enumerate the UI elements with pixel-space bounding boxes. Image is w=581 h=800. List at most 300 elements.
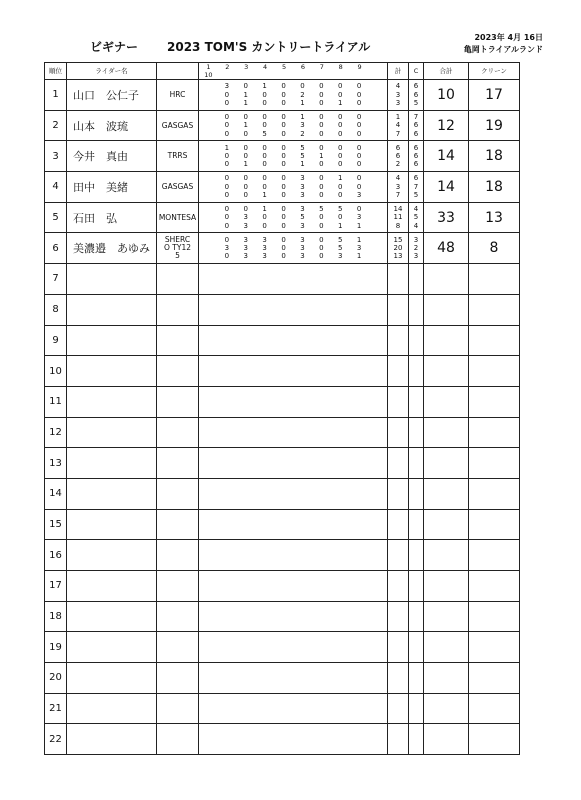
section-score: 1 [300, 160, 305, 169]
rider-position: 17 [45, 571, 67, 602]
table-row [45, 294, 520, 325]
total-points [424, 601, 469, 632]
section-score: 0 [243, 152, 248, 161]
section-score: 0 [243, 82, 248, 91]
rider-position: 20 [45, 663, 67, 694]
section-score: 3 [356, 213, 362, 222]
rider-position: 16 [45, 540, 67, 571]
lap-cleans [409, 233, 424, 264]
table-row [45, 632, 520, 663]
category-title: ビギナー [90, 40, 139, 54]
section-score: 3 [243, 213, 248, 222]
clean-count: 19 [469, 110, 520, 141]
section-score: 0 [262, 112, 267, 121]
rider-club [157, 724, 199, 755]
section-scores [199, 540, 388, 571]
lap-clean: 5 [413, 191, 419, 200]
section-score: 0 [262, 160, 267, 169]
lap-totals [388, 448, 409, 479]
section-score: 0 [224, 182, 230, 191]
section-score: 0 [262, 182, 267, 191]
section-score: 3 [243, 244, 248, 253]
club-line: GASGAS [161, 120, 194, 130]
clean-count [469, 693, 520, 724]
section-scores [199, 601, 388, 632]
section-score: 0 [319, 160, 324, 169]
clean-count: 8 [469, 233, 520, 264]
section-score: 0 [319, 99, 324, 108]
lap-totals [388, 386, 409, 417]
lap-cleans [409, 448, 424, 479]
section-score: 3 [300, 182, 305, 191]
rider-club [157, 172, 199, 203]
lap-cleans [409, 571, 424, 602]
header-rider: ライダー名 [67, 63, 157, 80]
table-row [45, 663, 520, 694]
section-score: 0 [262, 174, 267, 183]
rider-position: 7 [45, 264, 67, 295]
lap-scores [199, 130, 387, 138]
lap-total: 1 [395, 112, 401, 121]
lap-total: 4 [395, 82, 401, 91]
section-score: 1 [262, 191, 267, 200]
section-score: 0 [319, 235, 324, 244]
section-score: 0 [224, 221, 230, 230]
rider-position: 22 [45, 724, 67, 755]
section-scores [199, 110, 388, 141]
rider-name [67, 448, 157, 479]
lap-clean: 5 [413, 213, 419, 222]
header-clean: クリーン [469, 63, 520, 80]
section-number: 10 [204, 71, 213, 79]
total-points [424, 478, 469, 509]
section-scores [199, 202, 388, 233]
header-subtotal: 計 [388, 63, 409, 80]
section-score: 3 [300, 191, 305, 200]
rider-position: 19 [45, 632, 67, 663]
rider-club [157, 632, 199, 663]
rider-position: 18 [45, 601, 67, 632]
rider-position: 11 [45, 386, 67, 417]
rider-name [67, 386, 157, 417]
rider-name [67, 264, 157, 295]
section-scores [199, 478, 388, 509]
clean-count [469, 356, 520, 387]
total-points [424, 356, 469, 387]
section-score: 0 [319, 174, 324, 183]
section-score: 3 [262, 244, 267, 253]
lap-cleans [409, 417, 424, 448]
lap-clean: 6 [413, 129, 419, 138]
lap-scores [199, 82, 387, 90]
section-score: 0 [262, 221, 267, 230]
rider-position: 5 [45, 202, 67, 233]
clean-count [469, 509, 520, 540]
section-score: 0 [281, 252, 286, 261]
section-score: 1 [300, 99, 305, 108]
lap-totals [388, 663, 409, 694]
rider-club [157, 478, 199, 509]
lap-clean: 5 [413, 99, 419, 108]
rider-club [157, 294, 199, 325]
section-score: 0 [337, 112, 343, 121]
clean-count [469, 632, 520, 663]
section-score: 0 [319, 82, 324, 91]
lap-scores [199, 222, 387, 230]
rider-name: 今井 真由 [67, 141, 157, 172]
rider-name: 美濃邉 あゆみ [67, 233, 157, 264]
lap-clean: 4 [413, 205, 419, 213]
total-points [424, 294, 469, 325]
rider-name: 石田 弘 [67, 202, 157, 233]
lap-cleans [409, 663, 424, 694]
lap-scores [199, 91, 387, 99]
clean-count [469, 264, 520, 295]
section-score: 0 [356, 182, 362, 191]
section-score: 0 [262, 152, 267, 161]
section-scores [199, 693, 388, 724]
lap-scores [199, 121, 387, 129]
club-line: 5 [175, 251, 180, 261]
rider-name [67, 325, 157, 356]
section-scores [199, 294, 388, 325]
section-score: 3 [300, 244, 305, 253]
lap-clean: 6 [413, 90, 419, 99]
rider-name [67, 478, 157, 509]
section-score: 0 [243, 205, 248, 213]
section-score: 3 [356, 244, 362, 253]
lap-cleans [409, 509, 424, 540]
table-row [45, 601, 520, 632]
clean-count [469, 448, 520, 479]
lap-totals [388, 294, 409, 325]
section-score: 1 [356, 252, 362, 261]
section-score: 3 [300, 235, 305, 244]
lap-cleans [409, 386, 424, 417]
rider-name [67, 693, 157, 724]
section-score: 0 [243, 174, 248, 183]
section-score: 0 [356, 160, 362, 169]
lap-scores [199, 183, 387, 191]
clean-count [469, 325, 520, 356]
lap-scores [199, 236, 387, 244]
section-score: 5 [319, 205, 324, 213]
lap-cleans [409, 693, 424, 724]
section-scores [199, 724, 388, 755]
clean-count [469, 724, 520, 755]
section-score: 0 [281, 143, 286, 152]
lap-totals [388, 509, 409, 540]
section-score: 0 [356, 82, 362, 91]
clean-count: 13 [469, 202, 520, 233]
rider-position: 13 [45, 448, 67, 479]
section-score: 0 [319, 221, 324, 230]
lap-total: 6 [395, 152, 401, 161]
section-scores [199, 386, 388, 417]
section-score: 0 [243, 129, 248, 138]
section-score: 3 [243, 252, 248, 261]
header-pos: 順位 [45, 63, 67, 80]
table-row [45, 509, 520, 540]
section-score: 5 [337, 205, 343, 213]
rider-position: 1 [45, 80, 67, 111]
table-row [45, 110, 520, 141]
event-title: 2023 TOM'S カントリートライアル [167, 40, 371, 54]
lap-total: 20 [393, 244, 403, 253]
lap-total: 14 [393, 205, 403, 213]
section-score: 5 [337, 235, 343, 244]
rider-club [157, 386, 199, 417]
rider-position: 6 [45, 233, 67, 264]
section-score: 0 [300, 82, 305, 91]
section-score: 0 [356, 129, 362, 138]
section-score: 3 [262, 252, 267, 261]
section-score: 0 [337, 152, 343, 161]
total-points [424, 693, 469, 724]
table-row [45, 448, 520, 479]
total-points: 48 [424, 233, 469, 264]
lap-totals [388, 693, 409, 724]
lap-cleans [409, 478, 424, 509]
total-points [424, 663, 469, 694]
rider-club [157, 80, 199, 111]
section-score: 0 [281, 174, 286, 183]
section-score: 0 [281, 129, 286, 138]
rider-position: 14 [45, 478, 67, 509]
section-score: 0 [319, 252, 324, 261]
lap-total: 13 [393, 252, 403, 261]
table-row [45, 386, 520, 417]
section-score: 0 [281, 160, 286, 169]
lap-total: 2 [395, 160, 401, 169]
clean-count [469, 478, 520, 509]
lap-totals [388, 356, 409, 387]
lap-total: 6 [395, 143, 401, 152]
section-score: 3 [300, 121, 305, 130]
rider-club [157, 601, 199, 632]
section-number: 1 [206, 63, 211, 71]
section-score: 0 [262, 99, 267, 108]
lap-clean: 7 [413, 112, 419, 121]
lap-totals [388, 478, 409, 509]
section-score: 0 [337, 121, 343, 130]
lap-totals [388, 724, 409, 755]
section-score: 0 [337, 90, 343, 99]
lap-clean: 4 [413, 221, 419, 230]
rider-club [157, 110, 199, 141]
section-number: 3 [244, 63, 249, 71]
clean-count: 18 [469, 172, 520, 203]
section-score: 3 [224, 82, 230, 91]
section-scores [199, 509, 388, 540]
section-scores [199, 448, 388, 479]
section-number: 6 [300, 63, 305, 71]
section-score: 0 [356, 152, 362, 161]
section-score: 0 [262, 143, 267, 152]
rider-position: 10 [45, 356, 67, 387]
club-line: TRRS [167, 151, 188, 161]
section-score: 0 [224, 129, 230, 138]
clean-count: 17 [469, 80, 520, 111]
lap-scores [199, 174, 387, 182]
section-score: 0 [319, 213, 324, 222]
section-number: 8 [338, 63, 343, 71]
section-score: 1 [243, 121, 248, 130]
table-row [45, 540, 520, 571]
lap-total: 3 [395, 90, 401, 99]
table-row [45, 141, 520, 172]
section-scores [199, 233, 388, 264]
section-score: 0 [281, 90, 286, 99]
section-score: 0 [337, 160, 343, 169]
section-score: 0 [224, 235, 230, 244]
lap-scores [199, 152, 387, 160]
section-score: 0 [319, 121, 324, 130]
rider-name: 山本 波琉 [67, 110, 157, 141]
lap-cleans [409, 601, 424, 632]
section-score: 0 [337, 191, 343, 200]
section-number: 7 [319, 63, 324, 71]
section-score: 2 [300, 90, 305, 99]
section-score: 0 [224, 213, 230, 222]
lap-total: 15 [393, 235, 403, 244]
lap-clean: 6 [413, 82, 419, 91]
section-score: 1 [356, 235, 362, 244]
section-score: 0 [337, 82, 343, 91]
rider-position: 8 [45, 294, 67, 325]
total-points [424, 724, 469, 755]
rider-position: 12 [45, 417, 67, 448]
lap-total: 7 [395, 191, 401, 200]
total-points: 10 [424, 80, 469, 111]
section-score: 0 [319, 112, 324, 121]
total-points: 14 [424, 141, 469, 172]
section-score: 0 [243, 191, 248, 200]
lap-totals [388, 141, 409, 172]
total-points [424, 509, 469, 540]
results-table [44, 62, 520, 755]
section-score: 0 [224, 252, 230, 261]
event-date: 2023年 4月 16日 [474, 33, 543, 42]
section-score: 1 [224, 143, 230, 152]
section-score: 1 [262, 82, 267, 91]
section-score: 0 [281, 82, 286, 91]
lap-total: 4 [395, 174, 401, 183]
section-score: 0 [224, 205, 230, 213]
total-points [424, 417, 469, 448]
total-points [424, 264, 469, 295]
lap-cleans [409, 202, 424, 233]
section-score: 0 [281, 191, 286, 200]
section-score: 3 [243, 221, 248, 230]
rider-name [67, 356, 157, 387]
lap-totals [388, 417, 409, 448]
lap-total: 7 [395, 129, 401, 138]
table-row [45, 80, 520, 111]
section-score: 3 [300, 205, 305, 213]
section-score: 0 [262, 121, 267, 130]
club-line: O TY12 [164, 243, 191, 253]
section-score: 3 [224, 244, 230, 253]
section-score: 5 [300, 152, 305, 161]
rider-position: 3 [45, 141, 67, 172]
table-row [45, 172, 520, 203]
lap-cleans [409, 294, 424, 325]
section-scores [199, 80, 388, 111]
section-score: 0 [224, 112, 230, 121]
lap-total: 4 [395, 121, 401, 130]
section-score: 0 [337, 129, 343, 138]
club-line: MONTESA [158, 212, 197, 222]
lap-cleans [409, 110, 424, 141]
rider-club [157, 509, 199, 540]
rider-club [157, 663, 199, 694]
lap-clean: 6 [413, 143, 419, 152]
lap-clean: 6 [413, 152, 419, 161]
section-score: 0 [262, 90, 267, 99]
section-score: 1 [243, 90, 248, 99]
lap-cleans [409, 724, 424, 755]
section-score: 0 [224, 99, 230, 108]
lap-scores [199, 144, 387, 152]
club-line: SHERC [164, 235, 191, 245]
lap-cleans [409, 540, 424, 571]
clean-count [469, 571, 520, 602]
lap-scores [199, 191, 387, 199]
lap-total: 8 [395, 221, 401, 230]
lap-cleans [409, 356, 424, 387]
table-row [45, 264, 520, 295]
section-score: 0 [356, 174, 362, 183]
rider-name [67, 509, 157, 540]
total-points [424, 325, 469, 356]
rider-position: 9 [45, 325, 67, 356]
section-score: 1 [319, 152, 324, 161]
lap-scores [199, 252, 387, 260]
section-score: 0 [281, 182, 286, 191]
section-scores [199, 632, 388, 663]
section-score: 3 [356, 191, 362, 200]
section-score: 0 [281, 152, 286, 161]
lap-total: 3 [395, 182, 401, 191]
section-score: 5 [300, 213, 305, 222]
rider-name [67, 294, 157, 325]
lap-clean: 6 [413, 160, 419, 169]
table-row [45, 571, 520, 602]
section-score: 0 [337, 182, 343, 191]
lap-cleans [409, 80, 424, 111]
lap-scores [199, 99, 387, 107]
section-scores [199, 571, 388, 602]
section-score: 0 [224, 152, 230, 161]
rider-club [157, 264, 199, 295]
rider-position: 21 [45, 693, 67, 724]
table-row [45, 693, 520, 724]
section-score: 0 [319, 143, 324, 152]
section-score: 0 [224, 160, 230, 169]
total-points [424, 571, 469, 602]
section-number: 9 [357, 63, 362, 71]
section-scores [199, 172, 388, 203]
rider-club [157, 233, 199, 264]
section-score: 0 [337, 213, 343, 222]
clean-count [469, 601, 520, 632]
rider-club [157, 417, 199, 448]
header-total: 合計 [424, 63, 469, 80]
rider-club [157, 356, 199, 387]
lap-scores [199, 213, 387, 221]
section-score: 0 [319, 129, 324, 138]
